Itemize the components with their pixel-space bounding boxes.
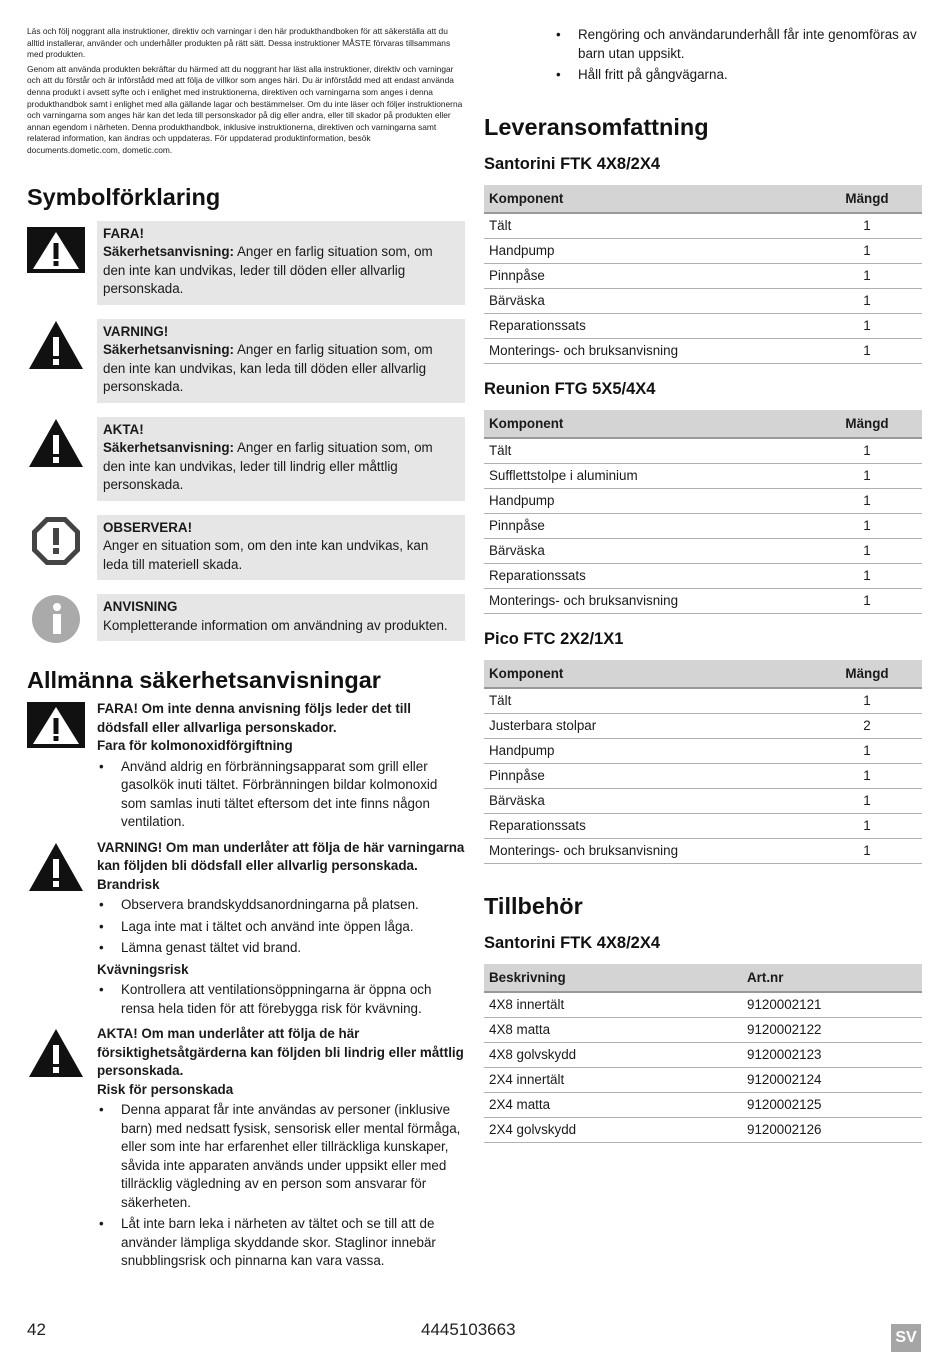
symbol-text: Säkerhetsanvisning: Anger en farlig situation som, om den inte kan undvikas, leder till lindrig eller måttlig personskada. bbox=[103, 440, 433, 493]
table-header-row bbox=[484, 964, 922, 992]
symbol-description bbox=[97, 221, 465, 305]
table-cell: 4X8 innertält bbox=[484, 992, 742, 1018]
table-row bbox=[484, 313, 922, 338]
table-cell: Reparationssats bbox=[484, 313, 812, 338]
table-cell: 9120002121 bbox=[742, 992, 922, 1018]
table-section bbox=[484, 153, 922, 364]
symbol-title: FARA! bbox=[103, 225, 144, 241]
safety-body bbox=[97, 839, 465, 1022]
table-row bbox=[484, 288, 922, 313]
column-header: Mängd bbox=[812, 660, 922, 688]
danger-warning-icon bbox=[27, 702, 85, 754]
intro-text bbox=[27, 26, 465, 157]
symbol-title: OBSERVERA! bbox=[103, 519, 193, 535]
table-cell: Pinnpåse bbox=[484, 763, 812, 788]
table-cell: 4X8 matta bbox=[484, 1017, 742, 1042]
table-cell: 1 bbox=[812, 538, 922, 563]
table-cell: Handpump bbox=[484, 238, 812, 263]
column-header: Mängd bbox=[812, 410, 922, 438]
column-header: Art.nr bbox=[742, 964, 922, 992]
column-header: Komponent bbox=[484, 410, 812, 438]
caution-triangle-icon bbox=[27, 417, 85, 475]
accessories-table bbox=[484, 964, 922, 1143]
table-cell: 1 bbox=[812, 263, 922, 288]
table-row bbox=[484, 1117, 922, 1142]
safety-body bbox=[97, 1025, 465, 1274]
table-cell: Bärväska bbox=[484, 288, 812, 313]
column-header: Komponent bbox=[484, 185, 812, 213]
table-header-row bbox=[484, 410, 922, 438]
safety-heading: Allmänna säkerhetsanvisningar bbox=[27, 667, 381, 694]
table-row bbox=[484, 488, 922, 513]
table-row bbox=[484, 1067, 922, 1092]
document-number: 4445103663 bbox=[421, 1320, 516, 1339]
table-row bbox=[484, 438, 922, 464]
table-row bbox=[484, 688, 922, 714]
table-cell: Sufflettstolpe i aluminium bbox=[484, 463, 812, 488]
table-cell: 1 bbox=[812, 813, 922, 838]
bullet-item: • Lämna genast tältet vid brand. bbox=[97, 939, 465, 958]
table-title: Santorini FTK 4X8/2X4 bbox=[484, 154, 661, 173]
symbol-description bbox=[97, 594, 465, 641]
table-cell: 1 bbox=[812, 738, 922, 763]
table-cell: Monterings- och bruksanvisning bbox=[484, 338, 812, 363]
table-cell: 1 bbox=[812, 438, 922, 464]
bullet-item: • Denna apparat får inte användas av personer (inklusive barn) med nedsatt fysisk, sensorisk eller mental förmåga, eller som inte har erfarenhet eller tillräckliga kunskaper, såvida inte apparaten används under uppsikt eller med tillräcklig vägledning av en person som ansvarar för säkerheten. bbox=[97, 1101, 465, 1212]
table-cell: 2X4 golvskydd bbox=[484, 1117, 742, 1142]
table-cell: 2X4 matta bbox=[484, 1092, 742, 1117]
table-cell: 4X8 golvskydd bbox=[484, 1042, 742, 1067]
table-cell: 1 bbox=[812, 688, 922, 714]
table-cell: Justerbara stolpar bbox=[484, 713, 812, 738]
bullet-item: • Laga inte mat i tältet och använd inte öppen låga. bbox=[97, 918, 465, 937]
safety-subheading: Fara för kolmonoxidförgiftning bbox=[97, 738, 293, 754]
safety-headline: FARA! Om inte denna anvisning följs leder det till dödsfall eller allvarliga personskador. bbox=[97, 701, 411, 735]
safety-block bbox=[27, 839, 465, 1022]
column-header: Komponent bbox=[484, 660, 812, 688]
symbol-title: ANVISNING bbox=[103, 599, 178, 615]
symbol-row bbox=[27, 417, 465, 501]
table-cell: 1 bbox=[812, 488, 922, 513]
symbol-text: Anger en situation som, om den inte kan undvikas, kan leda till materiell skada. bbox=[103, 538, 429, 572]
table-cell: Reparationssats bbox=[484, 563, 812, 588]
table-row bbox=[484, 238, 922, 263]
table-cell: 9120002122 bbox=[742, 1017, 922, 1042]
bullet-item: • Låt inte barn leka i närheten av tältet och se till att de använder lämpliga skyddande skor. Staglinor innebär snubblingsrisk och pinnarna kan vara vassa. bbox=[97, 1215, 465, 1271]
symbol-row bbox=[27, 319, 465, 403]
symbol-row bbox=[27, 515, 465, 581]
table-cell: 1 bbox=[812, 763, 922, 788]
table-cell: Tält bbox=[484, 213, 812, 239]
table-row bbox=[484, 763, 922, 788]
table-cell: 1 bbox=[812, 838, 922, 863]
accessories-table-wrap bbox=[484, 932, 922, 1143]
symbol-label: Säkerhetsanvisning: bbox=[103, 342, 234, 358]
table-cell: 1 bbox=[812, 463, 922, 488]
table-row bbox=[484, 838, 922, 863]
table-cell: 2X4 innertält bbox=[484, 1067, 742, 1092]
table-row bbox=[484, 213, 922, 239]
caution-triangle-icon bbox=[27, 1027, 85, 1079]
symbol-description bbox=[97, 417, 465, 501]
safety-bullets bbox=[97, 981, 465, 1018]
table-row bbox=[484, 738, 922, 763]
table-section bbox=[484, 378, 922, 614]
table-cell: Bärväska bbox=[484, 538, 812, 563]
symbol-list bbox=[27, 221, 465, 653]
bullet-item: • Rengöring och användarunderhåll får inte genomföras av barn utan uppsikt. bbox=[554, 26, 922, 63]
table-row bbox=[484, 338, 922, 363]
bullet-item: • Använd aldrig en förbränningsapparat som grill eller gasolkök inuti tältet. Förbränningen bildar kolmonoxid som samlas inuti tältet eftersom det inte finns någon ventilation. bbox=[97, 758, 465, 832]
table-cell: 1 bbox=[812, 563, 922, 588]
warning-triangle-icon bbox=[27, 841, 85, 893]
table-row bbox=[484, 588, 922, 613]
table-cell: 9120002124 bbox=[742, 1067, 922, 1092]
symbol-text: Kompletterande information om användning av produkten. bbox=[103, 617, 448, 633]
table-cell: 9120002123 bbox=[742, 1042, 922, 1067]
table-row bbox=[484, 538, 922, 563]
symbol-text: Säkerhetsanvisning: Anger en farlig situation som, om den inte kan undvikas, leder till döden eller allvarlig personskada. bbox=[103, 244, 433, 297]
page-number: 42 bbox=[27, 1320, 46, 1339]
table-header-row bbox=[484, 185, 922, 213]
right-column bbox=[484, 24, 922, 1143]
safety-subheading: Kvävningsrisk bbox=[97, 961, 189, 977]
table-cell: Monterings- och bruksanvisning bbox=[484, 838, 812, 863]
symbol-description bbox=[97, 515, 465, 581]
table-section bbox=[484, 932, 922, 1143]
safety-bullets bbox=[97, 1101, 465, 1271]
intro-paragraph-1: Läs och följ noggrant alla instruktioner, direktiv och varningar i den här produkthandboken för att säkerställa att du alltid installerar, använder och underhåller produkten på rätt sätt. Dessa instruktioner MÅSTE förvaras tillsammans med produkten. bbox=[27, 26, 451, 60]
column-header: Mängd bbox=[812, 185, 922, 213]
table-cell: 1 bbox=[812, 513, 922, 538]
table-row bbox=[484, 713, 922, 738]
scope-table bbox=[484, 660, 922, 864]
table-cell: 9120002125 bbox=[742, 1092, 922, 1117]
table-cell: Bärväska bbox=[484, 788, 812, 813]
table-title: Santorini FTK 4X8/2X4 bbox=[484, 933, 661, 952]
table-cell: 1 bbox=[812, 238, 922, 263]
table-cell: Reparationssats bbox=[484, 813, 812, 838]
safety-bullets bbox=[97, 896, 465, 958]
scope-tables bbox=[484, 153, 922, 864]
table-row bbox=[484, 563, 922, 588]
safety-headline: VARNING! Om man underlåter att följa de här varningarna kan följden bli dödsfall eller allvarlig personskada. bbox=[97, 839, 465, 874]
bullet-item: • Observera brandskyddsanordningarna på platsen. bbox=[97, 896, 465, 915]
table-row bbox=[484, 813, 922, 838]
symbol-title: AKTA! bbox=[103, 421, 144, 437]
bullet-item: • Håll fritt på gångvägarna. bbox=[554, 66, 922, 85]
table-cell: Pinnpåse bbox=[484, 513, 812, 538]
table-cell: 1 bbox=[812, 213, 922, 239]
column-header: Beskrivning bbox=[484, 964, 742, 992]
safety-headline: AKTA! Om man underlåter att följa de här försiktighetsåtgärderna kan följden bli lindrig eller måttlig personskada. bbox=[97, 1026, 464, 1079]
safety-subheading: Brandrisk bbox=[97, 876, 160, 892]
scope-table bbox=[484, 185, 922, 364]
table-cell: 1 bbox=[812, 788, 922, 813]
table-cell: Tält bbox=[484, 438, 812, 464]
table-cell: 1 bbox=[812, 313, 922, 338]
intro-paragraph-2: Genom att använda produkten bekräftar du härmed att du noggrant har läst alla instruktioner, direktiv och varningar och att du förstår och är införstådd med att följa de villkor som anges häri. Du är införstådd med att endast använda denna produkt i avsett syfte och i enlighet med instruktionerna, direktiven och varningarna som anges i denna produkthandbok samt i enlighet med alla gällande lagar och bestämmelser. Om du inte läser och följer instruktionerna och varningarna som anges här kan det leda till personskador på dig eller andra, eller till skador på produkten eller annan egendom i närheten. Denna produkthandbok, inklusive instruktionerna, direktiven och varningarna samt relaterad information, kan ändras och uppdateras. För uppdaterad produktinformation, besök documents.dometic.com, dometic.com. bbox=[27, 63, 463, 155]
symbol-label: Säkerhetsanvisning: bbox=[103, 440, 234, 456]
table-row bbox=[484, 1042, 922, 1067]
danger-warning-icon bbox=[27, 221, 85, 285]
safety-block bbox=[27, 1025, 465, 1274]
safety-subheading: Risk för personskada bbox=[97, 1081, 234, 1097]
symbol-description bbox=[97, 319, 465, 403]
table-cell: 2 bbox=[812, 713, 922, 738]
table-cell: Tält bbox=[484, 688, 812, 714]
table-row bbox=[484, 992, 922, 1018]
table-row bbox=[484, 788, 922, 813]
table-cell: 1 bbox=[812, 588, 922, 613]
table-cell: Pinnpåse bbox=[484, 263, 812, 288]
table-cell: Monterings- och bruksanvisning bbox=[484, 588, 812, 613]
language-badge: SV bbox=[891, 1324, 921, 1352]
symbol-label: Säkerhetsanvisning: bbox=[103, 244, 234, 260]
table-row bbox=[484, 263, 922, 288]
table-cell: 1 bbox=[812, 288, 922, 313]
safety-list bbox=[27, 700, 465, 1274]
warning-triangle-icon bbox=[27, 319, 85, 377]
notice-octagon-icon bbox=[27, 515, 85, 573]
info-circle-icon bbox=[27, 594, 85, 652]
accessories-heading: Tillbehör bbox=[484, 892, 583, 919]
safety-block bbox=[27, 700, 465, 835]
table-header-row bbox=[484, 660, 922, 688]
table-title: Reunion FTG 5X5/4X4 bbox=[484, 379, 656, 398]
safety-body bbox=[97, 700, 465, 835]
table-cell: 9120002126 bbox=[742, 1117, 922, 1142]
table-row bbox=[484, 463, 922, 488]
symbol-title: VARNING! bbox=[103, 323, 169, 339]
table-title: Pico FTC 2X2/1X1 bbox=[484, 629, 624, 648]
table-row bbox=[484, 1092, 922, 1117]
right-bullet-list bbox=[554, 26, 922, 85]
bullet-item: • Kontrollera att ventilationsöppningarna är öppna och rensa hela tiden för att förebygga risk för kvävning. bbox=[97, 981, 465, 1018]
table-row bbox=[484, 513, 922, 538]
symbol-row bbox=[27, 594, 465, 652]
symbols-heading: Symbolförklaring bbox=[27, 183, 221, 210]
table-cell: Handpump bbox=[484, 488, 812, 513]
scope-heading: Leveransomfattning bbox=[484, 113, 709, 140]
left-column bbox=[27, 26, 465, 1274]
symbol-text: Säkerhetsanvisning: Anger en farlig situation som, om den inte kan undvikas, kan leda till döden eller allvarlig personskada. bbox=[103, 342, 433, 395]
symbol-row bbox=[27, 221, 465, 305]
safety-bullets bbox=[97, 758, 465, 832]
table-row bbox=[484, 1017, 922, 1042]
scope-table bbox=[484, 410, 922, 614]
table-cell: 1 bbox=[812, 338, 922, 363]
table-section bbox=[484, 628, 922, 864]
table-cell: Handpump bbox=[484, 738, 812, 763]
